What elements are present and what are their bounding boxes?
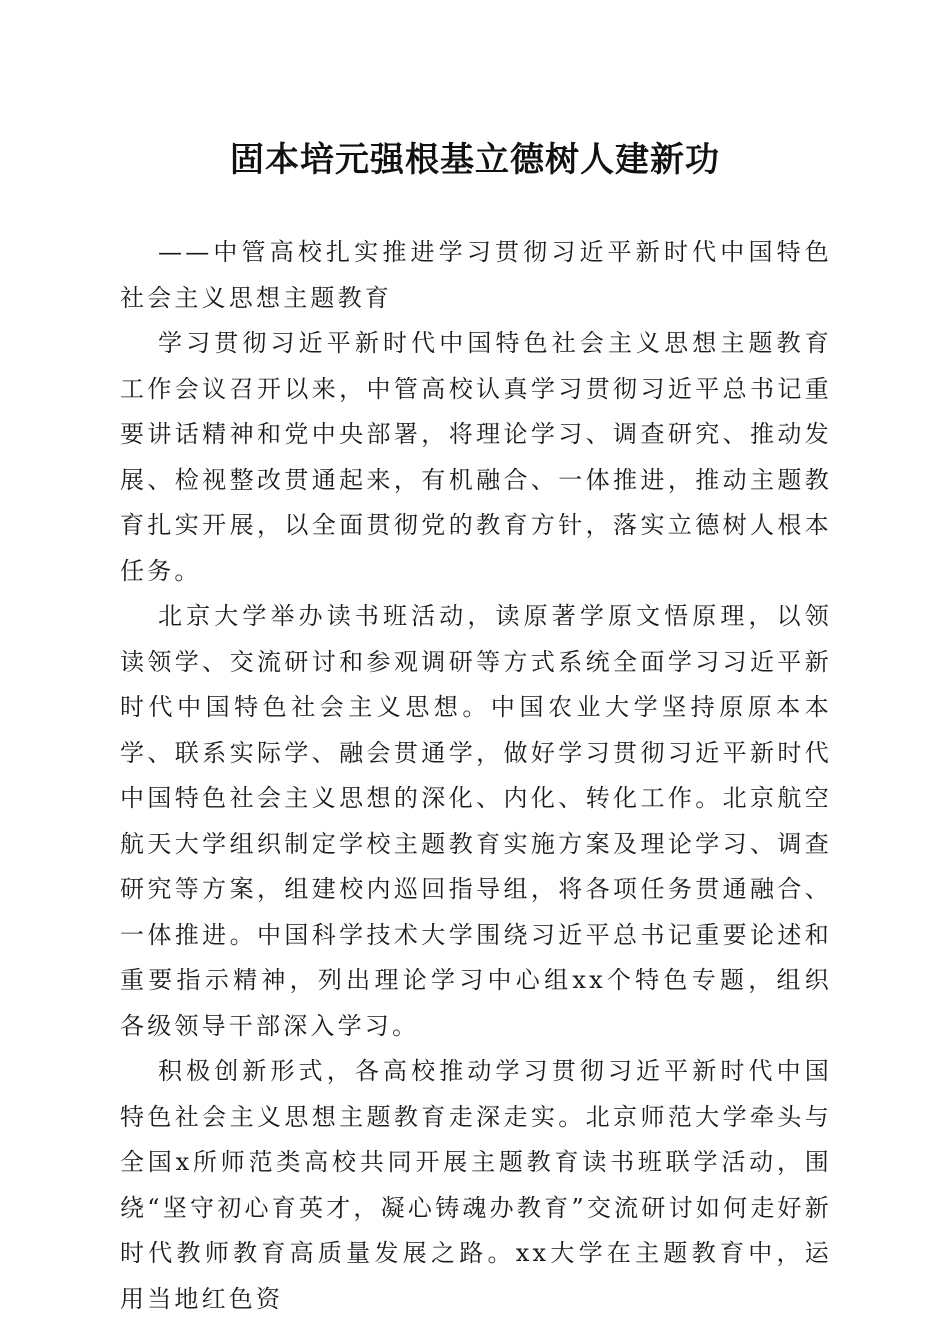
document-subtitle: ——中管高校扎实推进学习贯彻习近平新时代中国特色社会主义思想主题教育 xyxy=(120,238,832,312)
paragraph-2: 北京大学举办读书班活动，读原著学原文悟原理，以领读领学、交流研讨和参观调研等方式系统全面学习习近平新时代中国特色社会主义思想。中国农业大学坚持原原本本学、联系实际学、融会贯通学，做好学习贯彻习近平新时代中国特色社会主义思想的深化、内化、转化工作。北京航空航天大学组织制定学校主题教育实施方案及理论学习、调查研究等方案，组建校内巡回指导组，将各项任务贯通融合、一体推进。中国科学技术大学围绕习近平总书记重要论述和重要指示精神，列出理论学习中心组xx个特色专题，组织各级领导干部深入学习。 xyxy=(120,602,832,1040)
paragraph-1: 学习贯彻习近平新时代中国特色社会主义思想主题教育工作会议召开以来，中管高校认真学习贯彻习近平总书记重要讲话精神和党中央部署，将理论学习、调查研究、推动发展、检视整改贯通起来，有机融合、一体推进，推动主题教育扎实开展，以全面贯彻党的教育方针，落实立德树人根本任务。 xyxy=(120,329,832,585)
document-body xyxy=(120,230,832,1322)
document-title: 固本培元强根基立德树人建新功 xyxy=(230,140,720,180)
paragraph-3: 积极创新形式，各高校推动学习贯彻习近平新时代中国特色社会主义思想主题教育走深走实。北京师范大学牵头与全国x所师范类高校共同开展主题教育读书班联学活动，围绕“坚守初心育英才，凝心铸魂办教育”交流研讨如何走好新时代教师教育高质量发展之路。xx大学在主题教育中，运用当地红色资 xyxy=(120,1057,832,1313)
